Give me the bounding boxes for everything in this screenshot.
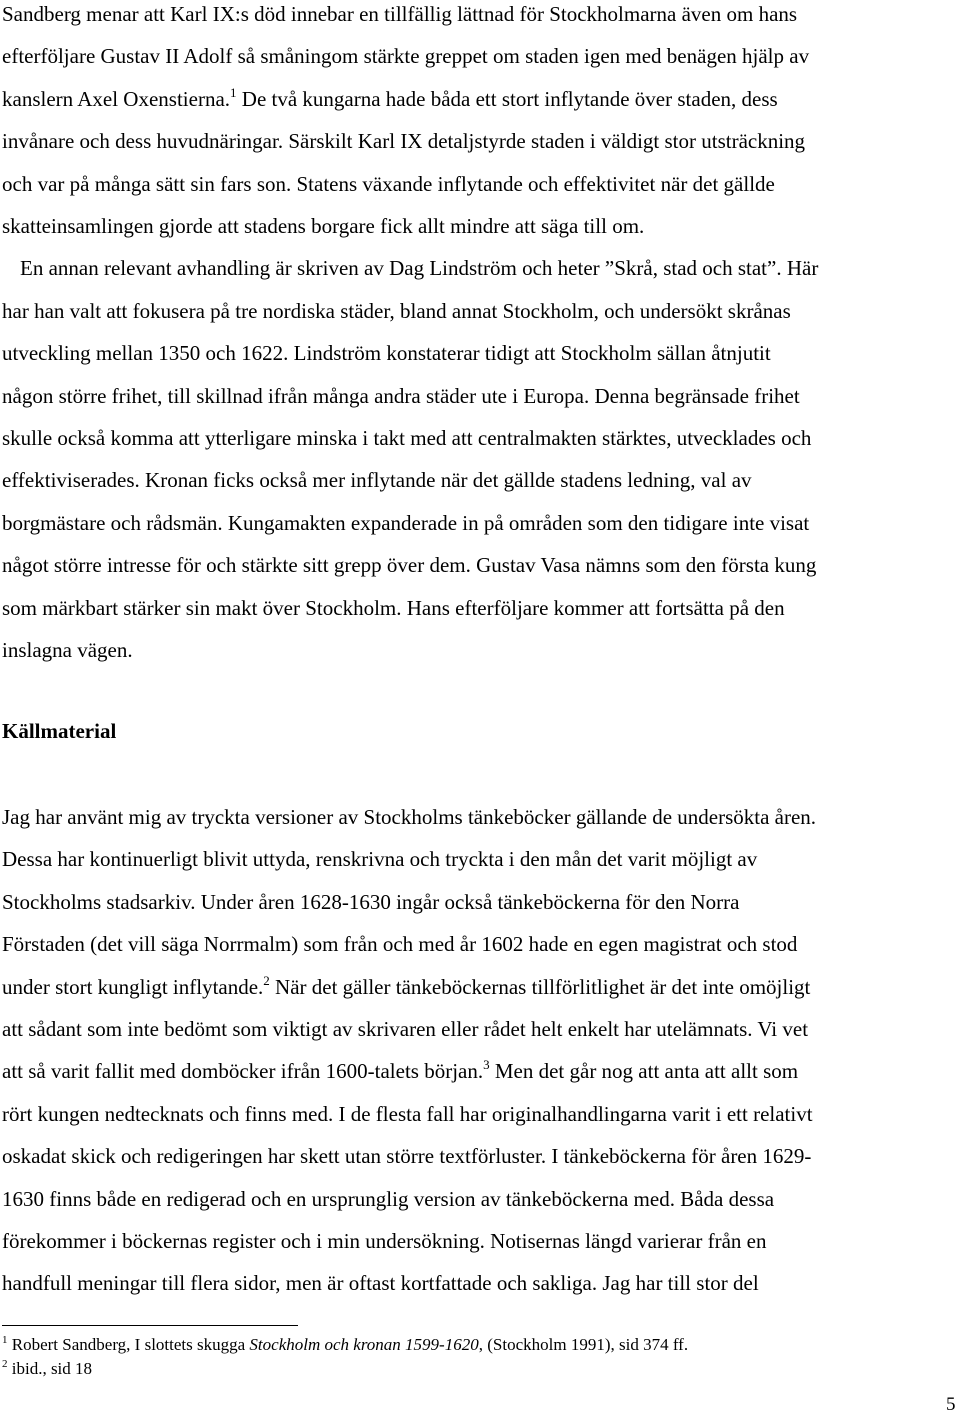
line-text: förekommer i böckernas register och i min undersökning. Notisernas längd varierar från en [2,1229,767,1253]
line-text: att sådant som inte bedömt som viktigt av skrivaren eller rådet helt enkelt har utelämnats. Vi vet [2,1017,809,1041]
line-text-continued: De två kungarna hade båda ett stort inflytande över staden, dess [236,86,778,111]
text-line [2,341,771,365]
line-text: inslagna vägen. [2,638,133,662]
text-line [2,84,778,111]
text-line [2,1059,798,1083]
line-text: under stort kungligt inflytande. [2,974,264,999]
footnote-reference[interactable]: 1 [230,84,237,100]
footnote-reference[interactable]: 3 [483,1057,490,1073]
line-text: skatteinsamlingen gjorde att stadens borgare fick allt mindre att säga till om. [2,214,645,238]
line-text: invånare och dess huvudnäringar. Särskilt Karl IX detaljstyrde staden i väldigt stor utsträckning [2,129,806,154]
text-line [2,1017,808,1041]
text-line [2,172,775,196]
line-text: kanslern Axel Oxenstierna. [2,86,231,111]
footnote-title: Stockholm och kronan 1599-1620 [249,1335,479,1354]
footnote-number: 2 [2,1358,8,1370]
text-line [2,847,757,871]
text-line [2,638,133,662]
line-text: och var på många sätt sin fars son. Statens växande inflytande och effektivitet när det gällde [2,171,775,196]
line-text: effektiviserades. Kronan ficks också mer inflytande när det gällde stadens ledning, val av [2,468,752,493]
text-line [2,805,816,829]
text-line [2,890,740,914]
text-line [2,972,811,999]
line-text-continued: Men det går nog att anta att allt som [489,1059,799,1084]
line-text: handfull meningar till flera sidor, men är oftast kortfattade och sakliga. Jag har till stor del [2,1271,759,1296]
text-line [2,129,805,153]
footnote [2,1359,92,1379]
text-line [2,596,785,620]
text-line [2,1102,813,1126]
line-text: efterföljare Gustav II Adolf så småningom stärkte greppet om staden igen med benägen hjälp av [2,44,810,69]
line-text: 1630 finns både en redigerad och en ursprunglig version av tänkeböckerna med. Båda dessa [2,1186,775,1211]
footnote-number: 1 [2,1334,8,1346]
footnote-text: Robert Sandberg, I slottets skugga [7,1335,250,1354]
footnote-text-continued: , (Stockholm 1991), sid 374 ff. [478,1335,689,1354]
line-text-continued: När det gäller tänkeböckernas tillförlitlighet är det inte omöjligt [269,974,811,999]
text-line [2,214,644,238]
line-text: rört kungen nedtecknats och finns med. I de flesta fall har originalhandlingarna varit i ett relativt [2,1101,813,1126]
text-line [2,511,809,535]
text-line [2,468,752,492]
text-line [2,426,811,450]
page-number: 5 [946,1394,956,1415]
line-text: oskadat skick och redigeringen har skett utan större textförluster. I tänkeböckerna för åren 1629- [2,1144,812,1169]
text-line [2,1229,767,1253]
text-line [2,553,816,577]
text-line [2,44,809,68]
footnote [2,1335,688,1355]
line-text: som märkbart stärker sin makt över Stockholm. Hans efterföljare kommer att fortsätta på den [2,595,785,620]
line-text: Jag har använt mig av tryckta versioner av Stockholms tänkeböcker gällande de undersökta åren. [2,805,817,829]
line-text: En annan relevant avhandling är skriven av Dag Lindström och heter ”Skrå, stad och stat”. Här [20,256,819,281]
section-heading: Källmaterial [2,719,117,743]
line-text: något större intresse för och stärkte sitt grepp över dem. Gustav Vasa nämns som den första kung [2,553,817,578]
text-line [2,1271,759,1295]
footnote-reference[interactable]: 2 [263,972,270,988]
line-text: att så varit fallit med domböcker ifrån 1600-talets början. [2,1059,484,1084]
line-text: någon större frihet, till skillnad ifrån många andra städer ute i Europa. Denna begränsade frihet [2,383,800,408]
line-text: Stockholms stadsarkiv. Under åren 1628-1630 ingår också tänkeböckerna för den Norra [2,889,740,914]
line-text: Sandberg menar att Karl IX:s död innebar en tillfällig lättnad för Stockholmarna även om hans [2,2,798,26]
footnote-separator [2,1325,298,1326]
line-text: utveckling mellan 1350 och 1622. Lindström konstaterar tidigt att Stockholm sällan åtnjutit [2,341,771,366]
text-line [2,1144,811,1168]
footnote-text: ibid., sid 18 [7,1359,93,1378]
line-text: Dessa har kontinuerligt blivit uttyda, renskrivna och tryckta i den mån det varit möjligt av [2,847,758,872]
text-line [2,299,791,323]
text-line [2,384,800,408]
text-line [2,2,797,26]
line-text: borgmästare och rådsmän. Kungamakten expanderade in på områden som den tidigare inte visat [2,510,810,535]
text-line [20,256,818,280]
line-text: har han valt att fokusera på tre nordiska städer, bland annat Stockholm, och undersökt skrånas [2,298,791,323]
line-text: skulle också komma att ytterligare minska i takt med att centralmakten stärktes, utvecklades och [2,426,812,450]
line-text: Förstaden (det vill säga Norrmalm) som från och med år 1602 hade en egen magistrat och stod [2,932,798,957]
text-line [2,932,797,956]
text-line [2,1187,774,1211]
